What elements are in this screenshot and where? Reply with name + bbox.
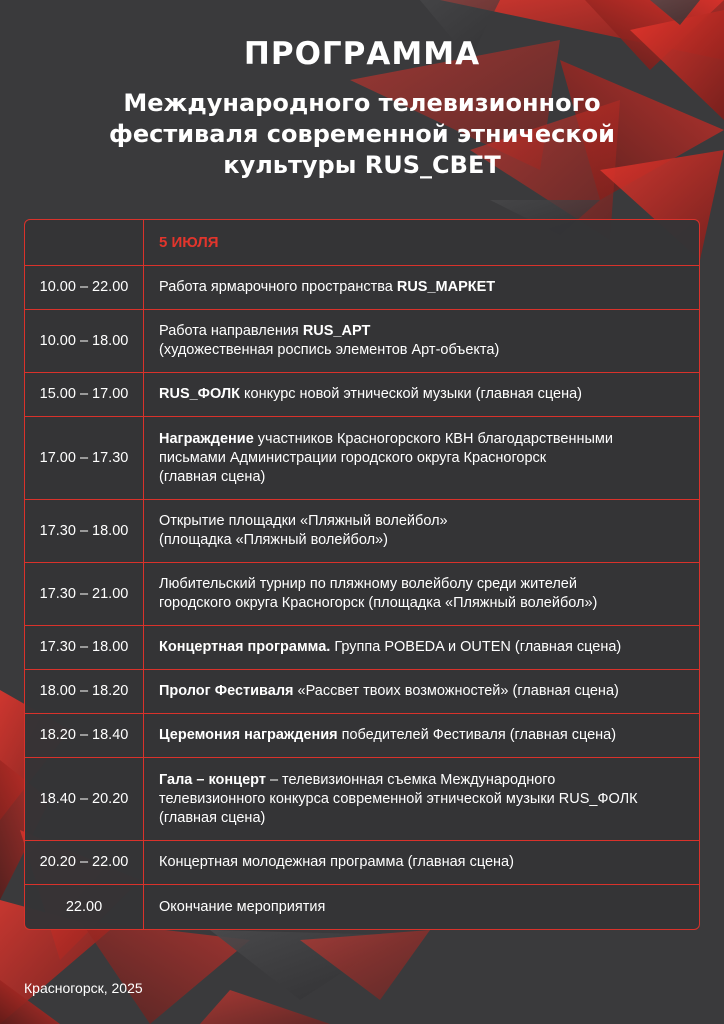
description-text: конкурс новой этнической музыки (главная сцена) [240,386,583,402]
program-row [25,500,699,563]
program-time: 10.00 – 18.00 [25,310,144,373]
description-text: (главная сцена) [159,468,266,485]
description-line [159,853,689,872]
description-line [159,575,689,594]
program-description [144,266,699,310]
description-line [159,278,689,297]
program-row [25,417,699,500]
description-text: Окончание мероприятия [159,898,326,915]
program-description [144,841,699,885]
program-description [144,417,699,500]
description-text: городского округа Красногорск (площадка «Пляжный волейбол») [159,595,598,611]
description-bold-text: Церемония награждения [159,727,338,743]
description-line [159,771,689,790]
program-time: 17.30 – 18.00 [25,500,144,563]
program-row [25,563,699,626]
program-table [24,219,700,930]
description-line [159,638,689,657]
description-text: Работа ярмарочного пространства [159,279,397,295]
description-text: (площадка «Пляжный волейбол») [159,532,388,548]
description-bold-text: Пролог Фестиваля [159,683,294,699]
program-row [25,626,699,670]
description-line [159,449,689,468]
program-row [25,885,699,929]
program-description [144,563,699,626]
program-description [144,626,699,670]
description-text: (главная сцена) [159,809,266,826]
description-text: Работа направления [159,323,303,339]
description-text: Группа POBEDA и OUTEN (главная сцена) [330,639,622,655]
description-bold-text: RUS_АРТ [302,323,371,339]
description-bold-text: RUS_МАРКЕТ [396,279,496,295]
description-text: участников Красногорского КВН благодарственными [253,430,613,447]
date-header-time-cell [25,220,144,266]
description-text: Концертная молодежная программа (главная сцена) [159,854,514,870]
description-line [159,430,689,449]
description-bold-text: Концертная программа. [159,639,331,655]
description-line [159,385,689,404]
description-text: письмами Администрации городского округа Красногорск [159,449,547,466]
description-text: телевизионного конкурса современной этнической музыки RUS_ФОЛК [159,790,638,807]
program-row [25,758,699,841]
program-row [25,266,699,310]
program-time: 17.30 – 21.00 [25,563,144,626]
program-time: 17.30 – 18.00 [25,626,144,670]
subtitle-line: культуры RUS_СВЕТ [223,151,501,179]
program-row [25,670,699,714]
subtitle-line: фестиваля современной этнической [109,120,615,148]
program-row [25,310,699,373]
subtitle-line: Международного телевизионного [123,89,601,117]
description-line [159,809,689,828]
date-header-row [25,220,699,266]
description-line [159,790,689,809]
description-line [159,898,689,917]
description-text: Открытие площадки «Пляжный волейбол» [159,513,448,529]
description-text: (художественная роспись элементов Арт-объекта) [159,342,500,358]
program-time: 18.00 – 18.20 [25,670,144,714]
program-description [144,714,699,758]
page-subtitle [40,88,684,181]
description-text: «Рассвет твоих возможностей» (главная сцена) [293,683,619,699]
description-line [159,512,689,531]
program-description [144,758,699,841]
program-time: 17.00 – 17.30 [25,417,144,500]
program-description [144,670,699,714]
program-time: 10.00 – 22.00 [25,266,144,310]
program-time: 18.40 – 20.20 [25,758,144,841]
program-row [25,714,699,758]
program-description [144,310,699,373]
program-description [144,373,699,417]
description-line [159,341,689,360]
program-time: 22.00 [25,885,144,929]
description-bold-text: RUS_ФОЛК [159,386,240,402]
description-bold-text: Награждение [159,430,254,447]
program-time: 15.00 – 17.00 [25,373,144,417]
program-time: 18.20 – 18.40 [25,714,144,758]
description-bold-text: Гала – концерт [159,771,266,788]
description-line [159,682,689,701]
description-text: – телевизионная съемка Международного [265,771,556,788]
date-header: 5 ИЮЛЯ [144,220,699,266]
description-text: Любительский турнир по пляжному волейболу среди жителей [159,576,577,592]
page-title: ПРОГРАММА [243,36,481,72]
description-line [159,531,689,550]
footer-location-year: Красногорск, 2025 [24,980,143,996]
program-description [144,500,699,563]
description-line [159,468,689,487]
program-row [25,841,699,885]
program-description [144,885,699,929]
program-table-body [25,220,699,929]
description-line [159,726,689,745]
program-time: 20.20 – 22.00 [25,841,144,885]
description-line [159,322,689,341]
description-text: победителей Фестиваля (главная сцена) [337,727,617,743]
description-line [159,594,689,613]
program-row [25,373,699,417]
